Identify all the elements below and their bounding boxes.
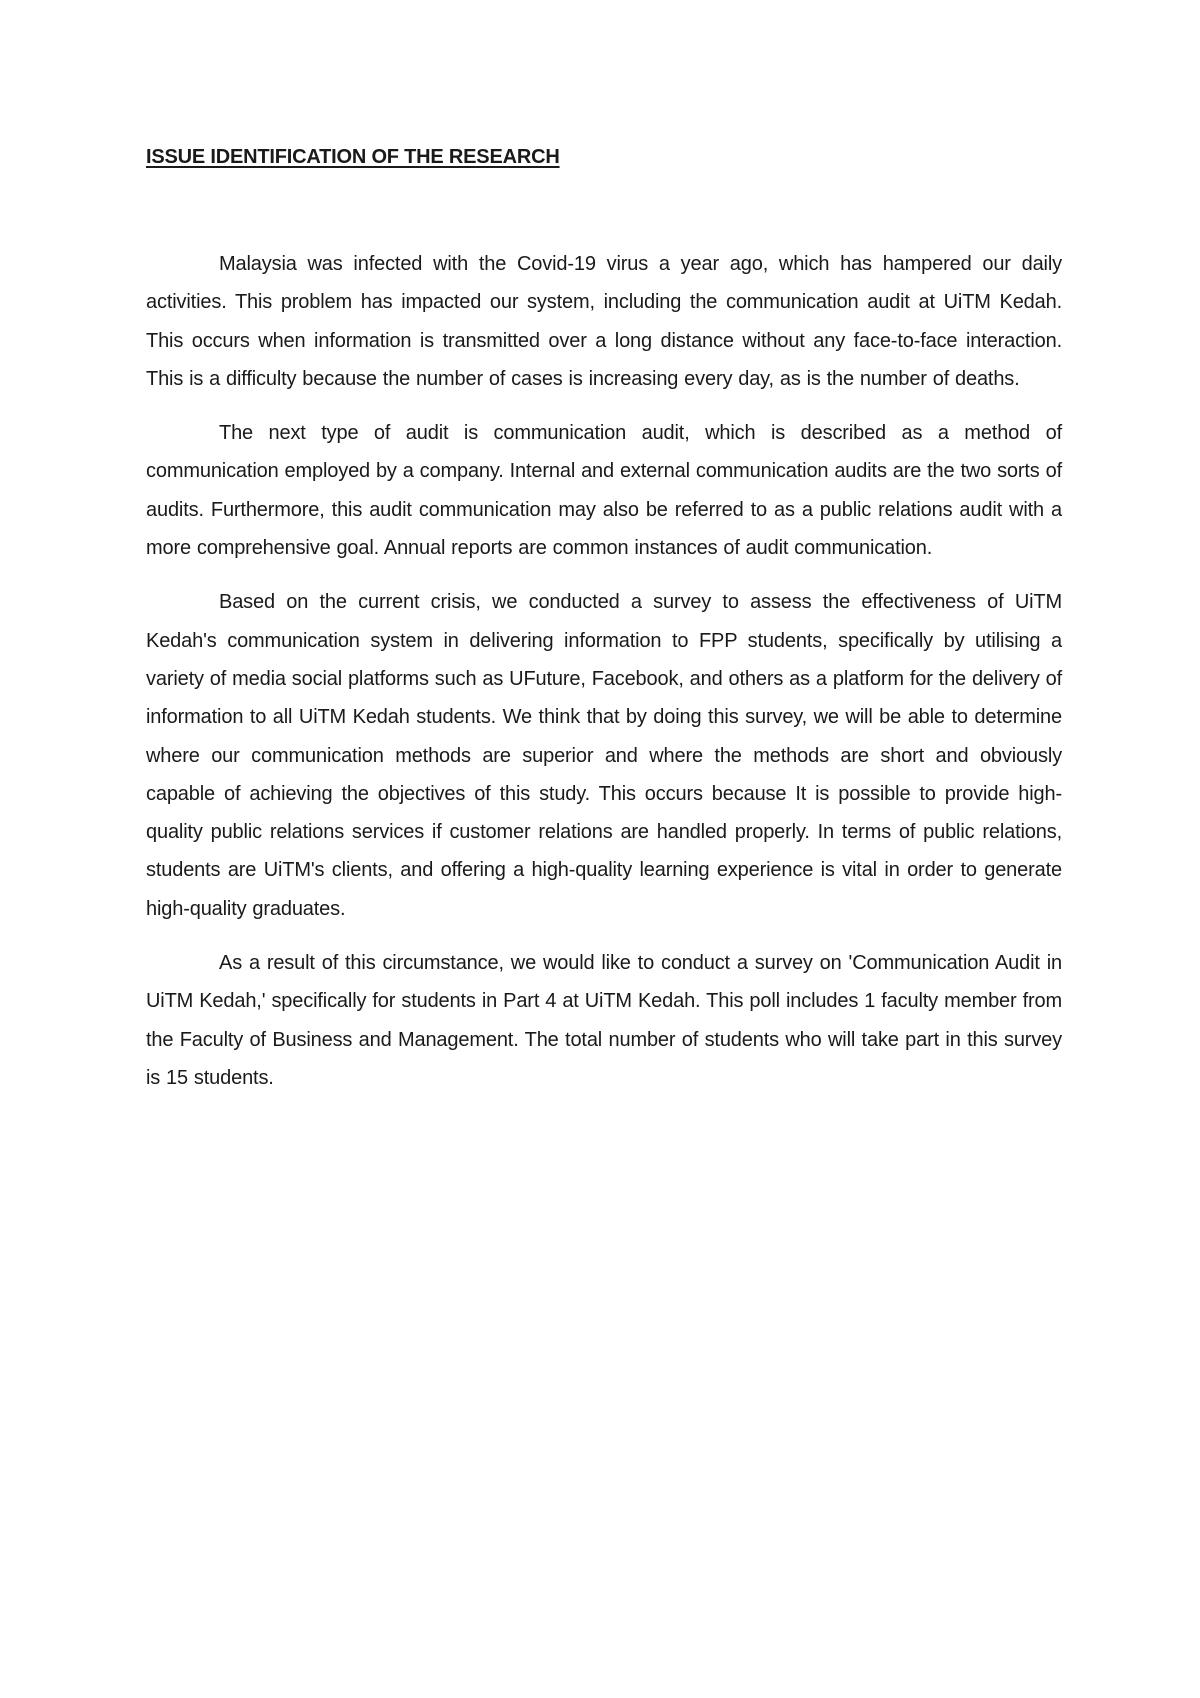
paragraph-covid-impact: Malaysia was infected with the Covid-19 virus a year ago, which has hampered our daily activities. This problem has impacted our system, including the communication audit at UiTM Kedah. This occurs when information is transmitted over a long distance without any face-to-face interaction. This is a difficulty because the number of cases is increasing every day, as is the number of deaths. [146,253,1062,390]
section-heading: ISSUE IDENTIFICATION OF THE RESEARCH [146,146,560,168]
paragraph-communication-audit: The next type of audit is communication audit, which is described as a method of communication employed by a company. Internal and external communication audits are the two sorts of audits. Furthermore, this audit communication may also be referred to as a public relations audit with a more comprehensive goal. Annual reports are common instances of audit communication. [146,422,1062,560]
document-body [146,146,1062,1113]
paragraph-survey-scope: As a result of this circumstance, we would like to conduct a survey on 'Communication Audit in UiTM Kedah,' specifically for students in Part 4 at UiTM Kedah. This poll includes 1 faculty member from the Faculty of Business and Management. The total number of students who will take part in this survey is 15 students. [146,952,1062,1089]
paragraph-survey-rationale: Based on the current crisis, we conducted a survey to assess the effectiveness of UiTM Kedah's communication system in delivering information to FPP students, specifically by utilising a variety of media social platforms such as UFuture, Facebook, and others as a platform for the delivery of information to all UiTM Kedah students. We think that by doing this survey, we will be able to determine where our communication methods are superior and where the methods are short and obviously capable of achieving the objectives of this study. This occurs because It is possible to provide high-quality public relations services if customer relations are handled properly. In terms of public relations, students are UiTM's clients, and offering a high-quality learning experience is vital in order to generate high-quality graduates. [146,591,1062,920]
